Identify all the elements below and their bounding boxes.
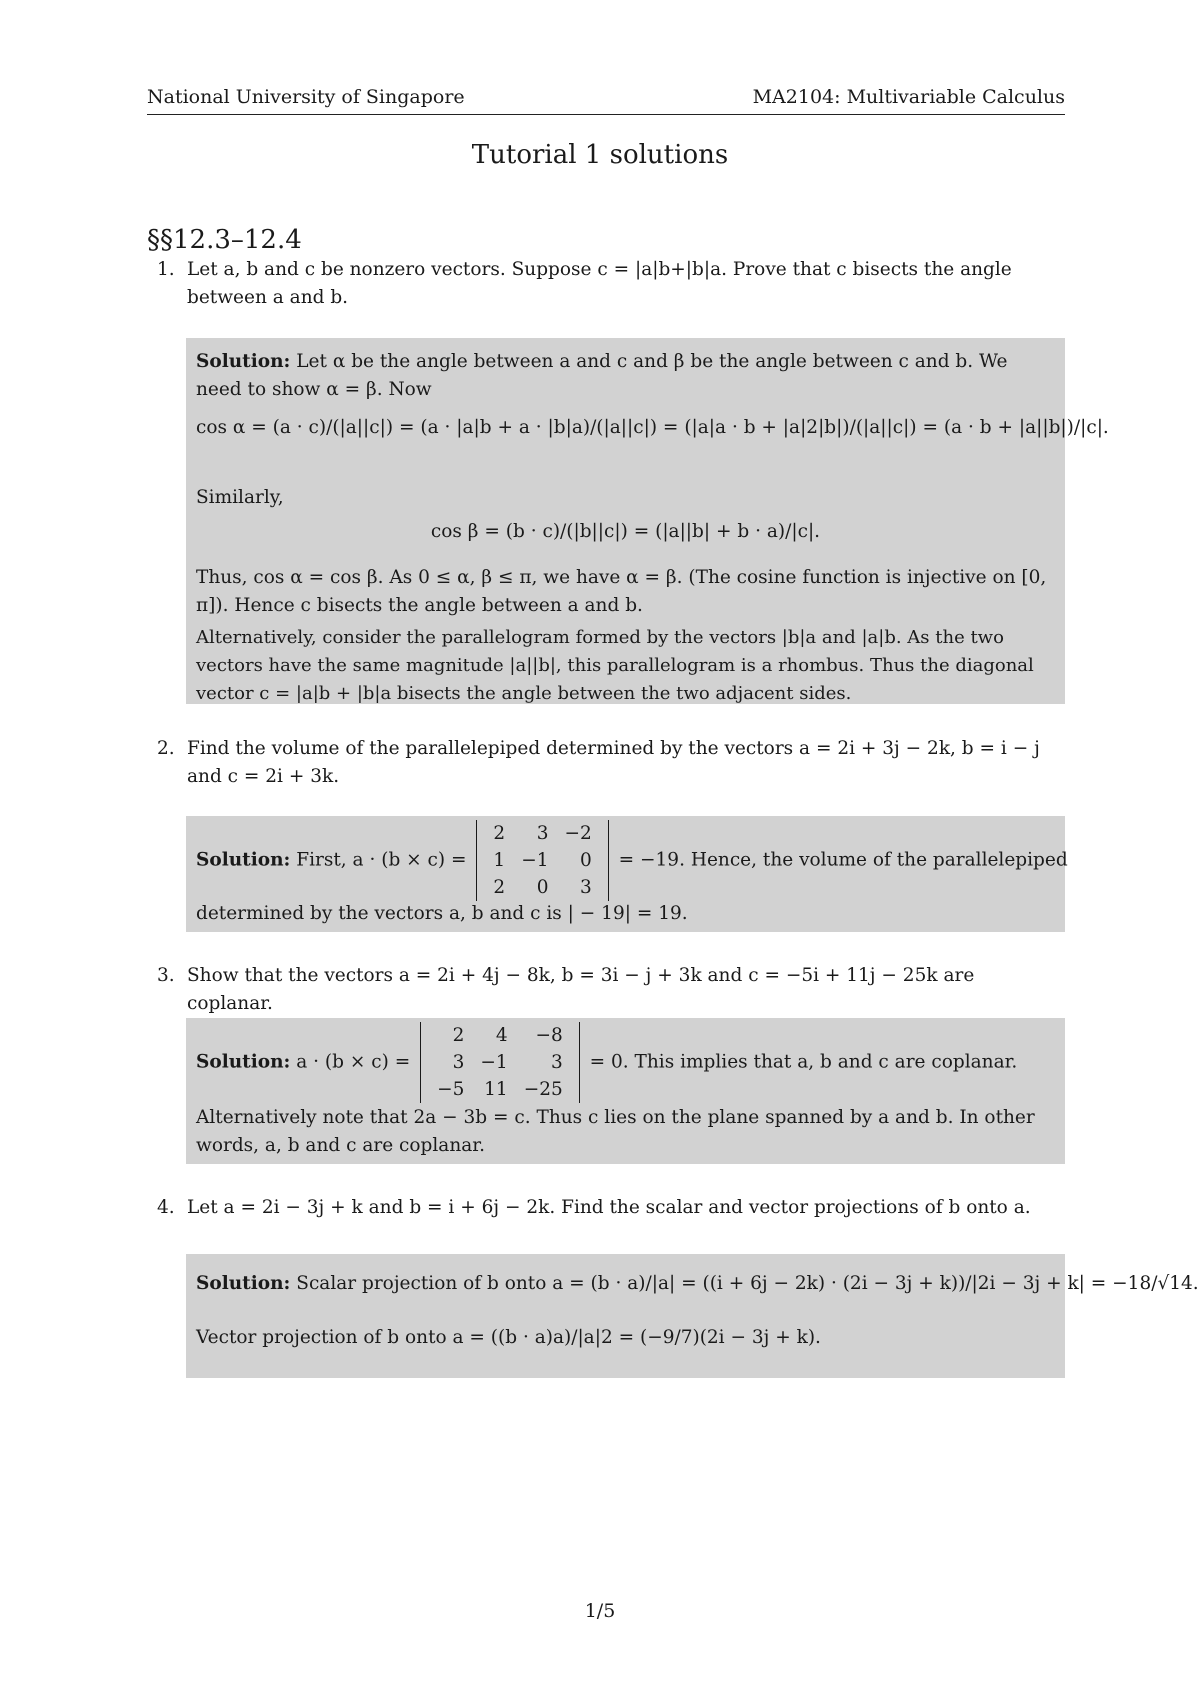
solution-box-3: [186, 1018, 1065, 1164]
matrix-row: 3 −1 3: [452, 1052, 563, 1073]
determinant-table: [429, 1022, 571, 1103]
problem-number: 3.: [157, 965, 175, 986]
solution-1-intro: [196, 348, 1055, 404]
solution-2-line1: [196, 820, 1068, 901]
header-course: MA2104: Multivariable Calculus: [752, 86, 1065, 108]
header-institution: National University of Singapore: [147, 86, 465, 108]
document-title: Tutorial 1 solutions: [471, 140, 729, 170]
solution-1-intro-text: Let α be the angle between a and c and β be the angle between c and b. We need to show α = β. Now: [196, 351, 1008, 400]
problem-3: [147, 962, 1065, 1018]
problem-number: 4.: [157, 1197, 175, 1218]
determinant-matrix: [476, 820, 608, 901]
solution-2-line2: determined by the vectors a, b and c is | − 19| = 19.: [196, 903, 688, 924]
section-heading: §§12.3–12.4: [147, 225, 302, 255]
solution-4-vector: Vector projection of b onto a = ((b · a)a)/|a|2 = (−9/7)(2i − 3j + k).: [196, 1327, 821, 1348]
determinant-table: [485, 820, 599, 901]
equation-cos-beta: cos β = (b · c)/(|b||c|) = (|a||b| + b · a)/|c|.: [430, 521, 821, 542]
problem-4-text: Let a = 2i − 3j + k and b = i + 6j − 2k. Find the scalar and vector projections of b onto a.: [187, 1197, 1031, 1218]
matrix-row: 2 0 3: [493, 877, 592, 898]
problem-1: [147, 256, 1065, 312]
solution-1-similarly: Similarly,: [196, 487, 284, 508]
page-number: 1/5: [584, 1600, 616, 1622]
solution-2-lead: First, a · (b × c) =: [296, 849, 467, 871]
determinant-matrix: [420, 1022, 580, 1103]
equation-cos-alpha: cos α = (a · c)/(|a||c|) = (a · |a|b + a · |b|a)/(|a||c|) = (|a|a · b + |a|2|b|)/(|a||c|) = (a · b + |a||b|)/|c|.: [196, 417, 1109, 438]
problem-number: 2.: [157, 738, 175, 759]
solution-4-scalar: [196, 1270, 1199, 1298]
problem-1-text: Let a, b and c be nonzero vectors. Suppose c = |a|b+|b|a. Prove that c bisects the angle between a and b.: [187, 259, 1012, 308]
solution-box-1: [186, 338, 1109, 704]
solution-label: Solution:: [196, 351, 291, 372]
solution-2-after: = −19. Hence, the volume of the parallelepiped: [618, 849, 1068, 871]
solution-box-2: [186, 816, 1068, 932]
solution-box-4: [186, 1254, 1199, 1378]
solution-3-line1: [196, 1022, 1055, 1103]
matrix-row: 1 −1 0: [493, 850, 592, 871]
solution-1-thus: Thus, cos α = cos β. As 0 ≤ α, β ≤ π, we have α = β. (The cosine function is injective on [0, π]). Hence c bisects the angle between a and b.: [196, 567, 1047, 616]
problem-2-text: Find the volume of the parallelepiped determined by the vectors a = 2i + 3j − 2k, b = i − j and c = 2i + 3k.: [187, 738, 1040, 787]
solution-label: Solution:: [196, 1273, 291, 1294]
problem-statement: [187, 256, 1065, 312]
problem-3-text: Show that the vectors a = 2i + 4j − 8k, b = 3i − j + 3k and c = −5i + 11j − 25k are coplanar.: [187, 965, 975, 1014]
solution-label: Solution:: [196, 849, 291, 871]
matrix-row: 2 3 −2: [493, 823, 592, 844]
solution-label: Solution:: [196, 1051, 291, 1073]
problem-4: [147, 1194, 1065, 1222]
solution-1-alternative: Alternatively, consider the parallelogram formed by the vectors |b|a and |a|b. As the two vectors have the same magnitude |a||b|, this parallelogram is a rhombus. Thus the diagonal vector c = |a|b + |b|a bisects the angle between the two adjacent sides.: [196, 627, 1034, 704]
solution-3-after: = 0. This implies that a, b and c are coplanar.: [589, 1051, 1018, 1073]
solution-4-scalar-text: Scalar projection of b onto a = (b · a)/|a| = ((i + 6j − 2k) · (2i − 3j + k))/|2i − 3j + k| = −18/√14.: [296, 1273, 1199, 1294]
solution-3-alternative: Alternatively note that 2a − 3b = c. Thus c lies on the plane spanned by a and b. In other words, a, b and c are coplanar.: [196, 1107, 1035, 1156]
matrix-row: 2 4 −8: [452, 1025, 563, 1046]
solution-3-lead: a · (b × c) =: [296, 1051, 411, 1073]
matrix-row: −5 11 −25: [437, 1079, 563, 1100]
header-rule: [147, 114, 1065, 115]
problem-number: 1.: [157, 259, 175, 280]
problem-2: [147, 735, 1065, 791]
